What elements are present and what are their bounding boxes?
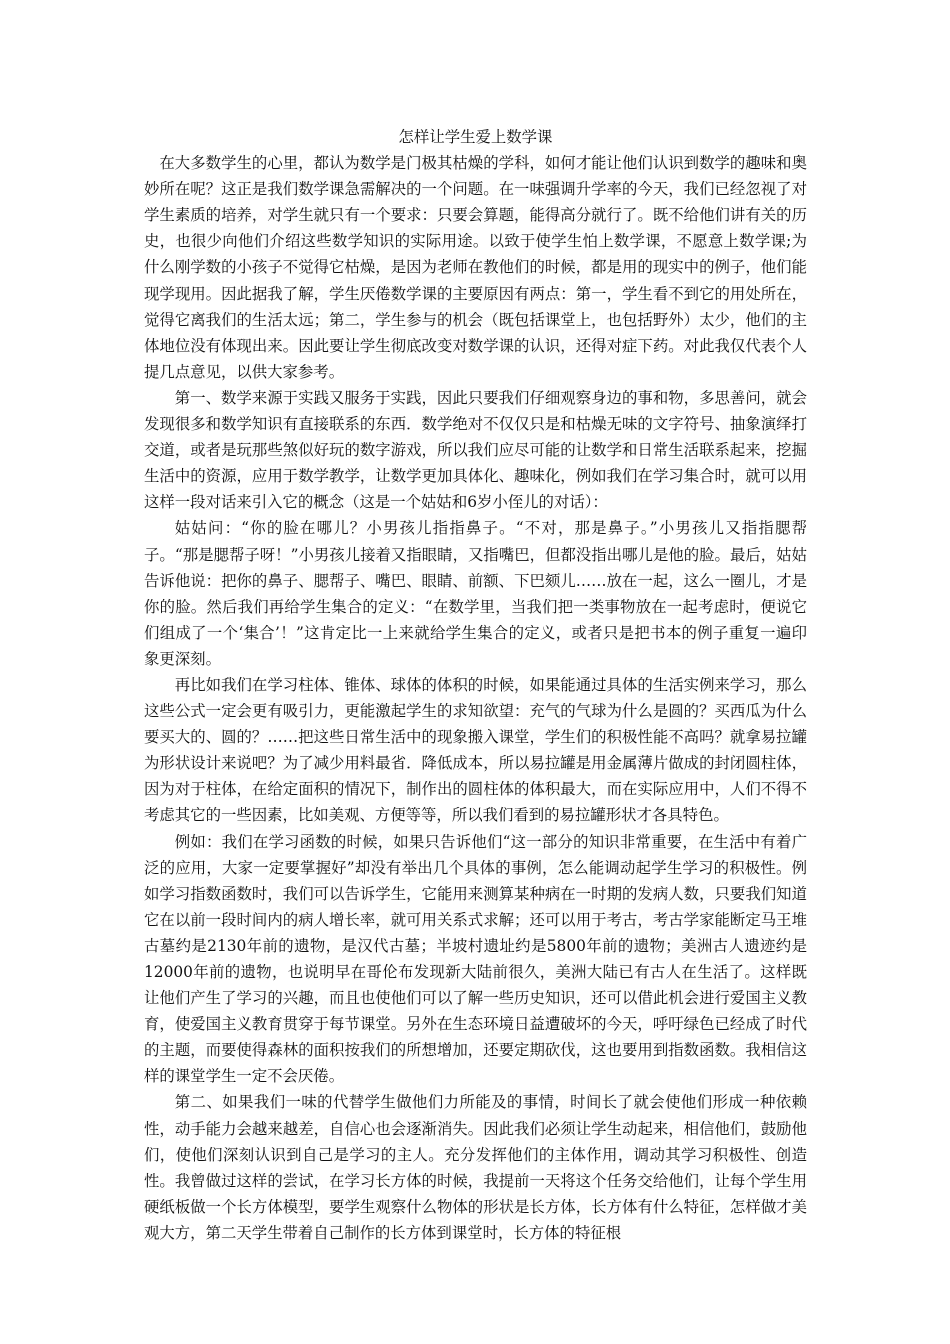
document-page: [144, 124, 807, 1246]
document-title: 怎样让学生爱上数学课: [398, 128, 553, 146]
paragraph-point-two: 第二、如果我们一味的代替学生做他们力所能及的事情，时间长了就会使他们形成一种依赖性，动手能力会越来越差，自信心也会逐渐消失。因此我们必须让学生动起来，相信他们，鼓励他们，使他们深刻认识到自己是学习的主人。充分发挥他们的主体作用，调动其学习积极性、创造性。我曾做过这样的尝试，在学习长方体的时候，我提前一天将这个任务交给他们，让每个学生用硬纸板做一个长方体模型，要学生观察什么物体的形状是长方体，长方体有什么特征，怎样做才美观大方，第二天学生带着自己制作的长方体到课堂时，长方体的特征根: [144, 1093, 807, 1242]
paragraph-dialogue: 姑姑问：“你的脸在哪儿？小男孩儿指指鼻子。“不对，那是鼻子。”小男孩儿又指指腮帮子。“那是腮帮子呀！”小男孩儿接着又指眼睛，又指嘴巴，但都没指出哪儿是他的脸。最后，姑姑告诉他说：把你的鼻子、腮帮子、嘴巴、眼睛、前额、下巴颏儿……放在一起，这么一圈儿，才是你的脸。然后我们再给学生集合的定义：“在数学里，当我们把一类事物放在一起考虑时，便说它们组成了一个‘集合’！”这肯定比一上来就给学生集合的定义，或者只是把书本的例子重复一遍印象更深刻。: [144, 519, 807, 668]
paragraph-function-example: 例如：我们在学习函数的时候，如果只告诉他们“这一部分的知识非常重要，在生活中有着广泛的应用，大家一定要掌握好”却没有举出几个具体的事例，怎么能调动起学生学习的积极性。例如学习指数函数时，我们可以告诉学生，它能用来测算某种病在一时期的发病人数，只要我们知道它在以前一段时间内的病人增长率，就可用关系式求解；还可以用于考古，考古学家能断定马王堆古墓约是2130年前的遗物，是汉代古墓；半坡村遗址约是5800年前的遗物；美洲古人遗迹约是12000年前的遗物，也说明早在哥伦布发现新大陆前很久，美洲大陆已有古人在生活了。这样既让他们产生了学习的兴趣，而且也使他们可以了解一些历史知识，还可以借此机会进行爱国主义教育，使爱国主义教育贯穿于每节课堂。另外在生态环境日益遭破坏的今天，呼吁绿色已经成了时代的主题，而要使得森林的面积按我们的所想增加，还要定期砍伐，这也要用到指数函数。我相信这样的课堂学生一定不会厌倦。: [144, 832, 807, 1086]
paragraph-intro: 在大多数学生的心里，都认为数学是门极其枯燥的学科，如何才能让他们认识到数学的趣味和奥妙所在呢？这正是我们数学课急需解决的一个问题。在一味强调升学率的今天，我们已经忽视了对学生素质的培养，对学生就只有一个要求：只要会算题，能得高分就行了。既不给他们讲有关的历史，也很少向他们介绍这些数学知识的实际用途。以致于使学生怕上数学课，不愿意上数学课;为什么刚学数的小孩子不觉得它枯燥，是因为老师在教他们的时候，都是用的现实中的例子，他们能现学现用。因此据我了解，学生厌倦数学课的主要原因有两点：第一，学生看不到它的用处所在，觉得它离我们的生活太远；第二，学生参与的机会（既包括课堂上，也包括野外）太少，他们的主体地位没有体现出来。因此要让学生彻底改变对数学课的认识，还得对症下药。对此我仅代表个人提几点意见，以供大家参考。: [144, 154, 807, 381]
paragraph-volume-example: 再比如我们在学习柱体、锥体、球体的体积的时候，如果能通过具体的生活实例来学习，那么这些公式一定会更有吸引力，更能激起学生的求知欲望：充气的气球为什么是圆的？买西瓜为什么要买大的、圆的？……把这些日常生活中的现象搬入课堂，学生们的积极性能不高吗？就拿易拉罐为形状设计来说吧？为了减少用料最省．降低成本，所以易拉罐是用金属薄片做成的封闭圆柱体，因为对于柱体，在给定面积的情况下，制作出的圆柱体的体积最大，而在实际应用中，人们不得不考虑其它的一些因素，比如美观、方便等等，所以我们看到的易拉罐形状才各具特色。: [144, 675, 807, 825]
paragraph-point-one: 第一、数学来源于实践又服务于实践，因此只要我们仔细观察身边的事和物，多思善问，就会发现很多和数学知识有直接联系的东西．数学绝对不仅仅只是和枯燥无味的文字符号、抽象演绎打交道，或者是玩那些煞似好玩的数字游戏，所以我们应尽可能的让数学和日常生活联系起来，挖掘生活中的资源，应用于数学教学，让数学更加具体化、趣味化，例如我们在学习集合时，就可以用这样一段对话来引入它的概念（这是一个姑姑和6岁小侄儿的对话）：: [144, 388, 807, 512]
